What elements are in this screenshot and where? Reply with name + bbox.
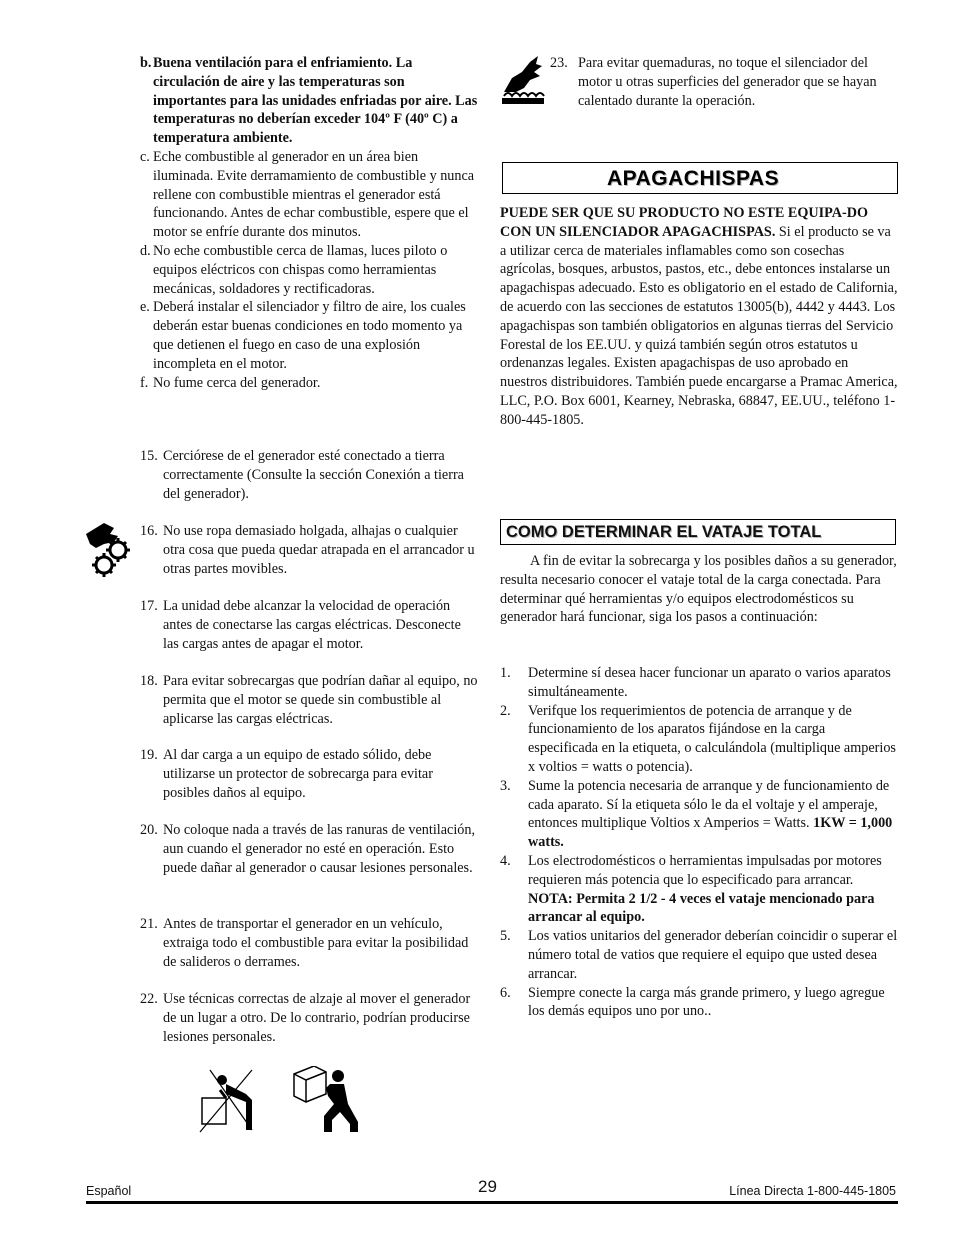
- step-5: [500, 927, 898, 983]
- page-number: 29: [478, 1177, 497, 1196]
- subitem-d: [140, 242, 480, 298]
- list-item-16: [140, 522, 480, 578]
- list-item-23: [550, 54, 898, 110]
- list-item-22: [140, 990, 480, 1046]
- step-number: 2.: [500, 702, 511, 719]
- list-item-21: [140, 915, 480, 971]
- list-item-18: [140, 672, 480, 728]
- subitem-text: No fume cerca del generador.: [153, 374, 321, 391]
- step-number: 1.: [500, 665, 511, 681]
- subitem-e: [140, 298, 480, 373]
- step-1: [500, 664, 898, 702]
- item-text: Para evitar quemaduras, no toque el silenciador del motor u otras superficies del generador que se hayan calentado durante la operación.: [578, 55, 877, 109]
- subitem-text: Eche combustible al generador en un área bien iluminada. Evite derramamiento de combustible y nunca rellene con combustible mientras el generador está funcionando. Antes de echar combustible, espere que el motor se enfríe durante dos minutos.: [153, 148, 475, 241]
- subitem-text: No eche combustible cerca de llamas, luces piloto o equipos eléctricos con chispas como herramientas mecánicas, soldadores y rectificadoras.: [153, 242, 448, 297]
- vataje-intro-text: A fin de evitar la sobrecarga y los posibles daños a su generador, resulta necesario conocer el vataje total de la carga conectada. Para determinar qué herramientas y/o equipos electrodomésticos su generador hará funcionar, siga los pasos a continuación:: [500, 553, 897, 626]
- step-6: [500, 984, 898, 1022]
- step-number: 5.: [500, 928, 511, 945]
- apagachispas-paragraph: [500, 204, 898, 430]
- vataje-steps: [500, 664, 898, 1021]
- vataje-intro: [500, 552, 898, 627]
- step-note: NOTA: Permita 2 1/2 - 4 veces el vataje mencionado para arrancar al equipo.: [528, 890, 875, 926]
- item-text: No coloque nada a través de las ranuras de ventilación, aun cuando el generador no esté en operación. Esto puede dañar al generador o causar lesiones personales.: [163, 822, 476, 876]
- subitem-f: [140, 374, 480, 393]
- step-number: 3.: [500, 777, 511, 794]
- item-number: 21.: [140, 916, 158, 932]
- subitem-text: Deberá instalar el silenciador y filtro de aire, los cuales deberán estar buenas condiciones en todo momento ya que detienen el fuego en caso de una explosión incompleta en el motor.: [153, 299, 466, 372]
- item-text: La unidad debe alcanzar la velocidad de operación antes de conectarse las cargas eléctricas. Desconecte las cargas antes de apagar el motor.: [163, 598, 461, 652]
- subitem-text: Buena ventilación para el enfriamiento. La circulación de aire y las temperaturas son importantes para las unidades enfriadas por aire. Las temperaturas no deberían exceder 104º F (40º C) a temperatura ambiente.: [153, 55, 478, 147]
- item-text: Use técnicas correctas de alzaje al mover el generador de un lugar a otro. De lo contrario, podrían producirse lesiones personales.: [163, 991, 471, 1045]
- subitem-label: c.: [140, 148, 150, 165]
- section-title-vataje: COMO DETERMINAR EL VATAJE TOTAL: [500, 519, 896, 545]
- step-2: [500, 702, 898, 777]
- step-text: Los vatios unitarios del generador deberían coincidir o superar el número total de vatios que requiere el equipo que usted desea arrancar.: [528, 928, 898, 982]
- step-3: [500, 777, 898, 852]
- left-column: [140, 54, 480, 392]
- item-text: Para evitar sobrecargas que podrían dañar al equipo, no permita que el motor se quede sin combustible al aplicarse las cargas eléctricas.: [163, 673, 478, 727]
- subitem-label: d.: [140, 242, 151, 259]
- footer-language: Español: [86, 1184, 132, 1198]
- step-4: [500, 852, 898, 927]
- entanglement-gears-icon: [84, 520, 134, 578]
- item-number: 18.: [140, 673, 158, 689]
- list-item-15: [140, 447, 480, 503]
- hot-surface-burn-icon: [500, 54, 546, 108]
- section-title-apagachispas: APAGACHISPAS: [502, 162, 898, 194]
- footer-divider: [86, 1201, 898, 1204]
- item-number: 16.: [140, 523, 158, 539]
- step-bold-formula: 1KW = 1,000 watts.: [528, 815, 893, 851]
- step-number: 6.: [500, 984, 511, 1001]
- step-number: 4.: [500, 852, 511, 869]
- item-number: 17.: [140, 598, 158, 614]
- list-item-17: [140, 597, 480, 653]
- step-text: Los electrodomésticos o herramientas impulsadas por motores requieren más potencia que lo especificado para arrancar.: [528, 852, 882, 888]
- item-number: 20.: [140, 822, 158, 838]
- subitem-b: [140, 54, 480, 148]
- proper-lifting-icon: [292, 1066, 362, 1136]
- item-number: 15.: [140, 448, 158, 464]
- item-text: Antes de transportar el generador en un vehículo, extraiga todo el combustible para evitar la posibilidad de salideros o derrames.: [163, 916, 469, 970]
- apagachispas-warning: PUEDE SER QUE SU PRODUCTO NO ESTE EQUIPA-DO CON UN SILENCIADOR APAGACHISPAS.: [500, 205, 869, 240]
- step-text: Verifque los requerimientos de potencia de arranque y de funcionamiento de los aparatos fijándose en la carga especificada en la etiqueta, o calculándola (multiplique amperios x voltios = watts o potencia).: [528, 702, 896, 775]
- item-text: Cerciórese de el generador esté conectado a tierra correctamente (Consulte la sección Conexión a tierra del generador).: [163, 448, 464, 502]
- step-text: Siempre conecte la carga más grande primero, y luego agregue los demás equipos uno por uno..: [528, 984, 885, 1020]
- item-number: 22.: [140, 991, 158, 1007]
- subitem-label: e.: [140, 299, 150, 316]
- apagachispas-body: Si el producto se va a utilizar cerca de materiales inflamables como son cosechas agrícolas, bosques, arbustos, pastos, etc., debe entonces instalarse un apagachispas adecuado. Esto es obligatorio en el estado de California, de acuerdo con las secciones de estatutos 13005(b), 4442 y 4443. Los apagachispas son también obligatorios en algunas tierras del Servicio Forestal de los EE.UU. y quizá también según otros estatutos u ordenanzas legales. Existen apagachispas de uso aprobado en nuestros distribuidores. También puede encargarse a Pramac America, LLC, P.O. Box 6001, Kearney, Nebraska, 68847, EE.UU., teléfono 1-800-445-1805.: [500, 223, 898, 428]
- improper-lifting-icon: [196, 1066, 260, 1136]
- footer-hotline: Línea Directa 1-800-445-1805: [729, 1184, 896, 1198]
- subitem-label: f.: [140, 374, 149, 391]
- subitem-c: [140, 148, 480, 242]
- list-item-19: [140, 746, 480, 802]
- item-number: 19.: [140, 747, 158, 763]
- subitem-label: b.: [140, 55, 152, 71]
- item-number: 23.: [550, 55, 568, 71]
- step-text: Sume la potencia necesaria de arranque y de funcionamiento de cada aparato. Sí la etiqueta sólo le da el voltaje y el amperaje, entonces multiplique Voltios x Amperios = Watts.: [528, 777, 890, 832]
- step-text: Determine sí desea hacer funcionar un aparato o varios aparatos simultáneamente.: [528, 665, 891, 700]
- item-text: Al dar carga a un equipo de estado sólido, debe utilizarse un protector de sobrecarga para evitar posibles daños al equipo.: [163, 747, 433, 801]
- item-text: No use ropa demasiado holgada, alhajas o cualquier otra cosa que pueda quedar atrapada en el arrancador u otras partes movibles.: [163, 523, 475, 577]
- list-item-20: [140, 821, 480, 877]
